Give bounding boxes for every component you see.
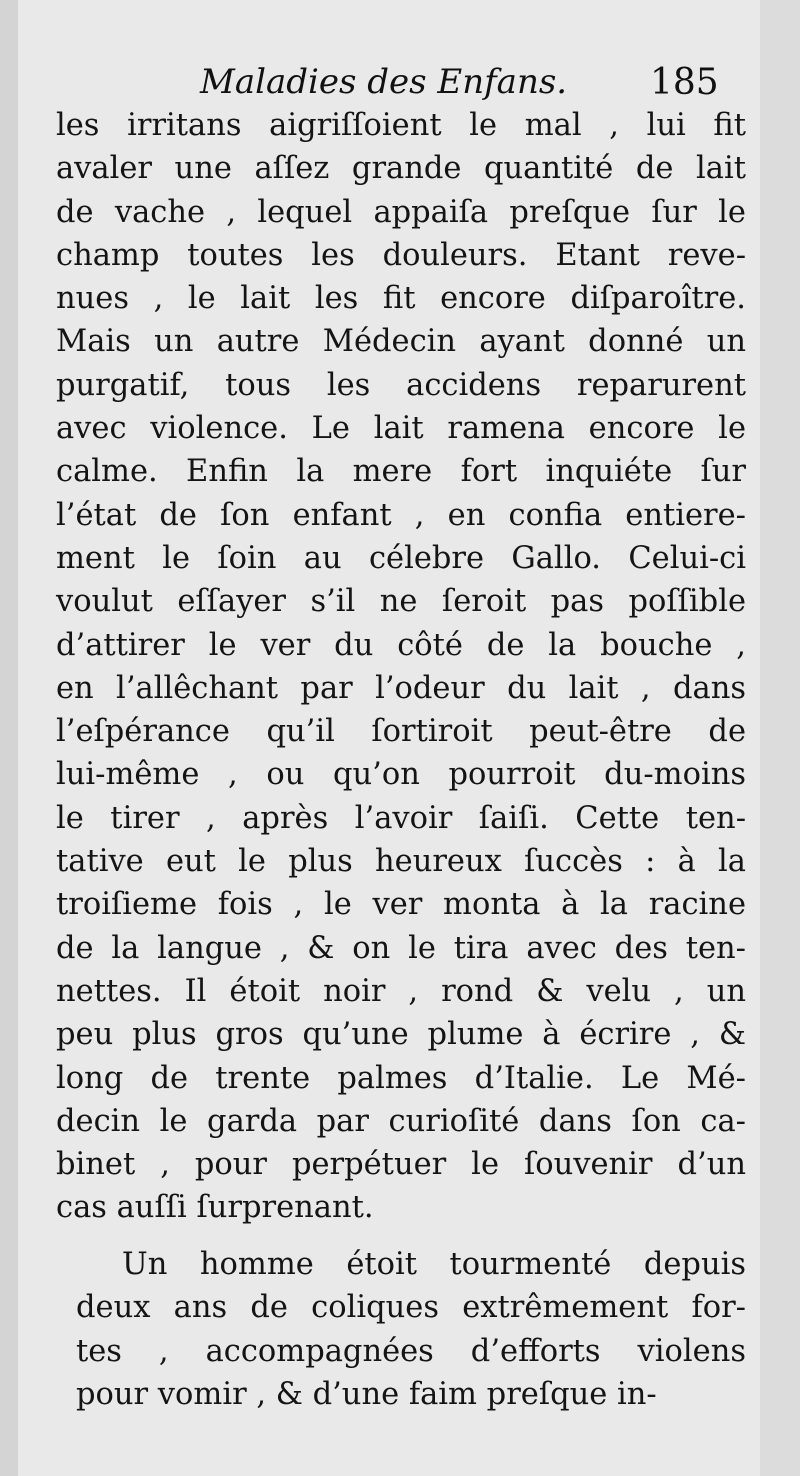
text-line: de la langue , & on le tira avec des ten- — [56, 930, 746, 966]
text-line: tative eut le plus heureux ſuccès : à la — [56, 844, 746, 880]
text-line: troiſieme fois , le ver monta à la racine — [56, 887, 746, 923]
text-line: les irritans aigriſſoient le mal , lui fit — [56, 108, 746, 143]
text-line: peu plus gros qu’une plume à écrire , & — [56, 1017, 746, 1053]
text-line: avaler une aſſez grande quantité de lait — [56, 151, 746, 187]
paragraph-2 — [76, 1243, 746, 1416]
page-number: 185 — [650, 62, 719, 103]
text-line: voulut eſſayer s’il ne ſeroit pas poſſible — [56, 584, 746, 620]
text-line: d’attirer le ver du côté de la bouche , — [56, 627, 746, 663]
text-line: de vache , lequel appaiſa preſque ſur le — [56, 194, 746, 230]
text-line: deux ans de coliques extrêmement for- — [76, 1290, 746, 1326]
text-line: decin le garda par curioſité dans ſon ca- — [56, 1103, 746, 1139]
paragraph-1 — [56, 104, 746, 1230]
text-line: nues , le lait les fit encore diſparoître. — [56, 281, 746, 317]
text-line: binet , pour perpétuer le ſouvenir d’un — [56, 1147, 746, 1183]
page-gutter-left — [0, 0, 18, 1476]
text-line: pour vomir , & d’une faim preſque in- — [76, 1376, 657, 1412]
text-line: en l’allêchant par l’odeur du lait , dans — [56, 670, 746, 706]
text-line: purgatif, tous les accidens reparurent — [56, 367, 746, 403]
text-line: avec violence. Le lait ramena encore le — [56, 411, 746, 447]
text-line: lui-même , ou qu’on pourroit du-moins — [56, 757, 746, 793]
text-line: l’eſpérance qu’il ſortiroit peut-être de — [56, 714, 746, 750]
text-line: Un homme étoit tourmenté depuis — [122, 1247, 746, 1282]
text-line: cas auſſi ſurprenant. — [56, 1190, 374, 1226]
text-line: Mais un autre Médecin ayant donné un — [56, 324, 746, 360]
text-line: le tirer , après l’avoir ſaiſi. Cette ten- — [56, 800, 746, 836]
text-line: tes , accompagnées d’efforts violens — [76, 1333, 746, 1369]
page-gutter-right — [760, 0, 800, 1476]
text-line: long de trente palmes d’Italie. Le Mé- — [56, 1060, 746, 1096]
text-line: nettes. Il étoit noir , rond & velu , un — [56, 973, 746, 1009]
text-line: calme. Enfin la mere fort inquiéte ſur — [56, 454, 746, 490]
text-line: ment le ſoin au célebre Gallo. Celui-ci — [56, 540, 746, 576]
running-title: Maladies des Enfans. — [200, 62, 568, 102]
text-line: l’état de ſon enfant , en confia entiere- — [56, 497, 746, 533]
text-line: champ toutes les douleurs. Etant reve- — [56, 237, 746, 273]
